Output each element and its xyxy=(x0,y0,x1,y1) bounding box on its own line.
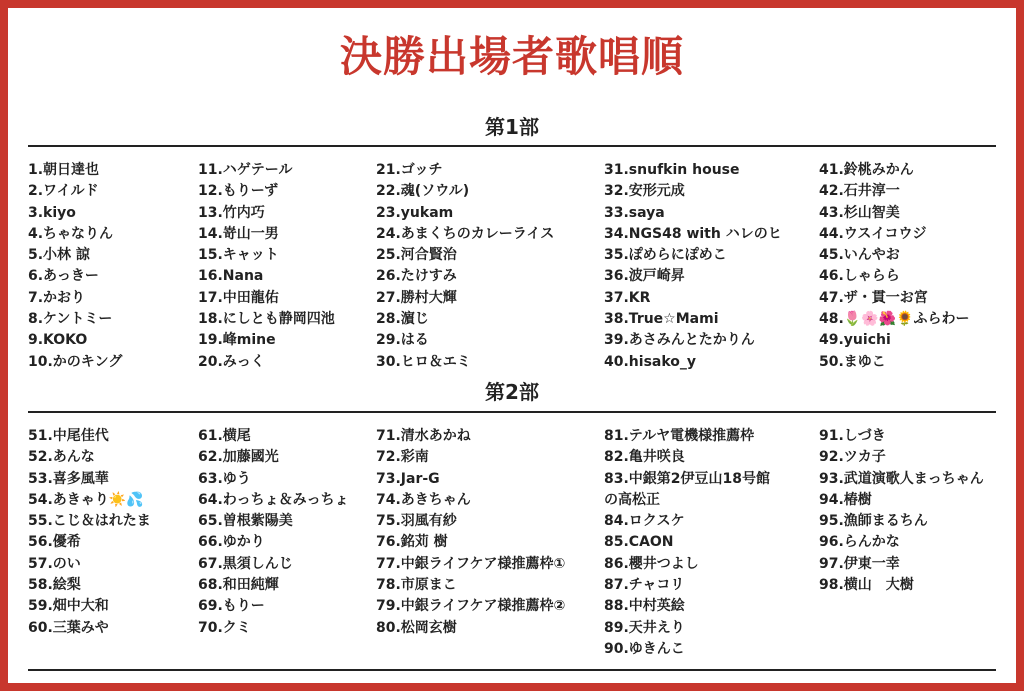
performer-entry: 31.snufkin house xyxy=(604,162,740,178)
bottom-divider xyxy=(28,669,996,671)
lineup-column xyxy=(198,160,335,373)
performer-entry: 70.クミ xyxy=(198,619,251,636)
performer-entry: 36.波戸崎昇 xyxy=(604,268,685,285)
performer-entry: 85.CAON xyxy=(604,534,674,551)
performer-entry: 54.あきゃり☀️💦 xyxy=(28,491,144,508)
performer-entry: 42.石井淳一 xyxy=(819,183,900,200)
performer-entry: 69.もりー xyxy=(198,598,265,615)
performer-entry: 90.ゆきんこ xyxy=(604,640,685,657)
performer-entry: 48.🌷🌸🌺🌻ふらわー xyxy=(819,311,970,328)
performer-entry: 83.中銀第2伊豆山18号館 xyxy=(604,470,771,487)
performer-entry: 7.かおり xyxy=(28,289,86,306)
performer-entry: 67.黒須しんじ xyxy=(198,555,293,572)
performer-entry: 58.絵梨 xyxy=(28,577,81,594)
performer-entry: 78.市原まこ xyxy=(376,577,457,594)
performer-entry: 33.saya xyxy=(604,204,665,221)
performer-entry: 55.こじ＆はれたま xyxy=(28,513,151,530)
performer-entry: 9.KOKO xyxy=(28,332,88,349)
performer-entry: 95.漁師まるちん xyxy=(819,513,928,530)
section-2-title: 第2部 xyxy=(485,380,539,404)
performer-entry: 34.NGS48 with ハレのヒ xyxy=(604,225,782,242)
performer-entry: 18.にしとも静岡四池 xyxy=(198,311,335,328)
performer-entry: 2.ワイルド xyxy=(28,183,99,200)
performer-entry: 39.あさみんとたかりん xyxy=(604,332,755,349)
performer-entry: 66.ゆかり xyxy=(198,534,265,551)
performer-entry: 56.優希 xyxy=(28,534,81,551)
section-1-title: 第1部 xyxy=(485,115,539,139)
performer-entry: 12.もりーず xyxy=(198,183,279,200)
performer-entry: 59.畑中大和 xyxy=(28,598,109,615)
performer-entry: 63.ゆう xyxy=(198,470,251,487)
performer-entry: 91.しづき xyxy=(819,428,886,444)
performer-entry: 25.河合賢治 xyxy=(376,247,457,264)
lineup-column xyxy=(604,160,782,373)
performer-entry: 10.かのキング xyxy=(28,353,123,370)
performer-entry: 4.ちゃなりん xyxy=(28,225,114,242)
performer-entry: 32.安形元成 xyxy=(604,183,685,200)
performer-entry: 19.峰mine xyxy=(198,332,276,349)
performer-entry: 93.武道演歌人まっちゃん xyxy=(819,470,984,487)
performer-entry: 13.竹内巧 xyxy=(198,204,265,221)
performer-entry: 8.ケントミー xyxy=(28,311,113,328)
lineup-column xyxy=(376,426,565,639)
performer-entry: 97.伊東一幸 xyxy=(819,555,900,572)
performer-entry: 75.羽風有紗 xyxy=(376,513,457,530)
performer-entry: 87.チャコリ xyxy=(604,577,685,594)
lineup-column xyxy=(819,426,984,596)
performer-entry: 77.中銀ライフケア様推薦枠① xyxy=(376,555,566,572)
performer-entry: 44.ウスイコウジ xyxy=(819,225,927,242)
performer-entry: 57.のい xyxy=(28,555,81,572)
performer-entry: 80.松岡玄樹 xyxy=(376,619,457,636)
performer-entry: 82.亀井咲良 xyxy=(604,449,685,466)
performer-entry: 47.ザ・貫一お宮 xyxy=(819,289,928,306)
section-1-divider xyxy=(28,145,996,147)
performer-entry: 3.kiyo xyxy=(28,204,76,221)
performer-entry: 38.True☆Mami xyxy=(604,311,719,328)
performer-entry: 89.天井えり xyxy=(604,619,685,636)
performer-entry: 35.ぽめらにぽめこ xyxy=(604,247,727,264)
performer-entry: 52.あんな xyxy=(28,449,95,466)
performer-entry: 71.清水あかね xyxy=(376,428,471,444)
performer-entry: 6.あっきー xyxy=(28,268,99,285)
performer-entry: 11.ハゲテール xyxy=(198,162,293,178)
performer-entry: 22.魂(ソウル) xyxy=(376,183,470,200)
performer-entry: 14.嵜山一男 xyxy=(198,225,279,242)
lineup-column xyxy=(604,426,770,660)
performer-entry: 65.曽根紫陽美 xyxy=(198,513,293,530)
lineup-column xyxy=(28,160,122,373)
performer-entry: 94.椿樹 xyxy=(819,491,872,508)
performer-entry: 76.銘苅 樹 xyxy=(376,534,448,551)
performer-entry: 23.yukam xyxy=(376,204,454,221)
performer-entry: 21.ゴッチ xyxy=(376,162,443,178)
performer-entry: 49.yuichi xyxy=(819,332,891,349)
performer-entry: 15.キャット xyxy=(198,247,279,264)
performer-entry: 26.たけすみ xyxy=(376,268,457,285)
performer-entry: 43.杉山智美 xyxy=(819,204,900,221)
performer-entry: 74.あきちゃん xyxy=(376,491,471,508)
lineup-column xyxy=(198,426,349,639)
lineup-column xyxy=(819,160,970,373)
performer-entry: 40.hisako_y xyxy=(604,353,697,370)
performer-entry: 28.濵じ xyxy=(376,311,429,328)
performer-entry: 29.はる xyxy=(376,332,429,349)
performer-entry: 81.テルヤ電機様推薦枠 xyxy=(604,428,755,444)
performer-entry: 1.朝日達也 xyxy=(28,162,100,178)
lineup-column xyxy=(28,426,151,639)
performer-entry: 41.鈴桃みかん xyxy=(819,162,914,178)
performer-entry: 96.らんかな xyxy=(819,534,900,551)
performer-entry: 30.ヒロ＆エミ xyxy=(376,353,471,370)
performer-entry: 60.三葉みや xyxy=(28,619,109,636)
performer-entry: 79.中銀ライフケア様推薦枠② xyxy=(376,598,566,615)
page-title: 決勝出場者歌唱順 xyxy=(339,32,684,81)
performer-entry: 46.しゃらら xyxy=(819,268,900,285)
performer-entry: 84.ロクスケ xyxy=(604,513,685,530)
performer-entry: 88.中村英絵 xyxy=(604,598,685,615)
program-sheet xyxy=(8,8,1016,683)
performer-entry: 53.喜多風華 xyxy=(28,470,109,487)
performer-entry: 68.和田純輝 xyxy=(198,577,279,594)
performer-entry: 50.まゆこ xyxy=(819,353,886,370)
performer-entry: 45.いんやお xyxy=(819,247,900,264)
performer-entry: 24.あまくちのカレーライス xyxy=(376,225,555,242)
performer-entry: 62.加藤國光 xyxy=(198,449,279,466)
performer-entry: 92.ツカ子 xyxy=(819,449,886,466)
lineup-column xyxy=(376,160,554,373)
performer-entry: 16.Nana xyxy=(198,268,264,285)
section-2-divider xyxy=(28,411,996,413)
performer-entry: 98.横山 大樹 xyxy=(819,577,914,594)
performer-entry: 17.中田龍佑 xyxy=(198,289,279,306)
performer-entry: 37.KR xyxy=(604,289,651,306)
performer-entry: 61.横尾 xyxy=(198,428,251,444)
performer-entry: 72.彩南 xyxy=(376,449,429,466)
performer-entry: 73.Jar-G xyxy=(376,470,440,487)
performer-entry: 20.みっく xyxy=(198,353,265,370)
performer-entry: 27.勝村大輝 xyxy=(376,289,457,306)
performer-entry: 86.櫻井つよし xyxy=(604,555,699,572)
performer-entry: 64.わっちょ＆みっちょ xyxy=(198,491,349,508)
performer-entry: 51.中尾佳代 xyxy=(28,428,109,444)
performer-entry: 5.小林 諒 xyxy=(28,247,90,264)
performer-entry: の高松正 xyxy=(604,491,660,508)
